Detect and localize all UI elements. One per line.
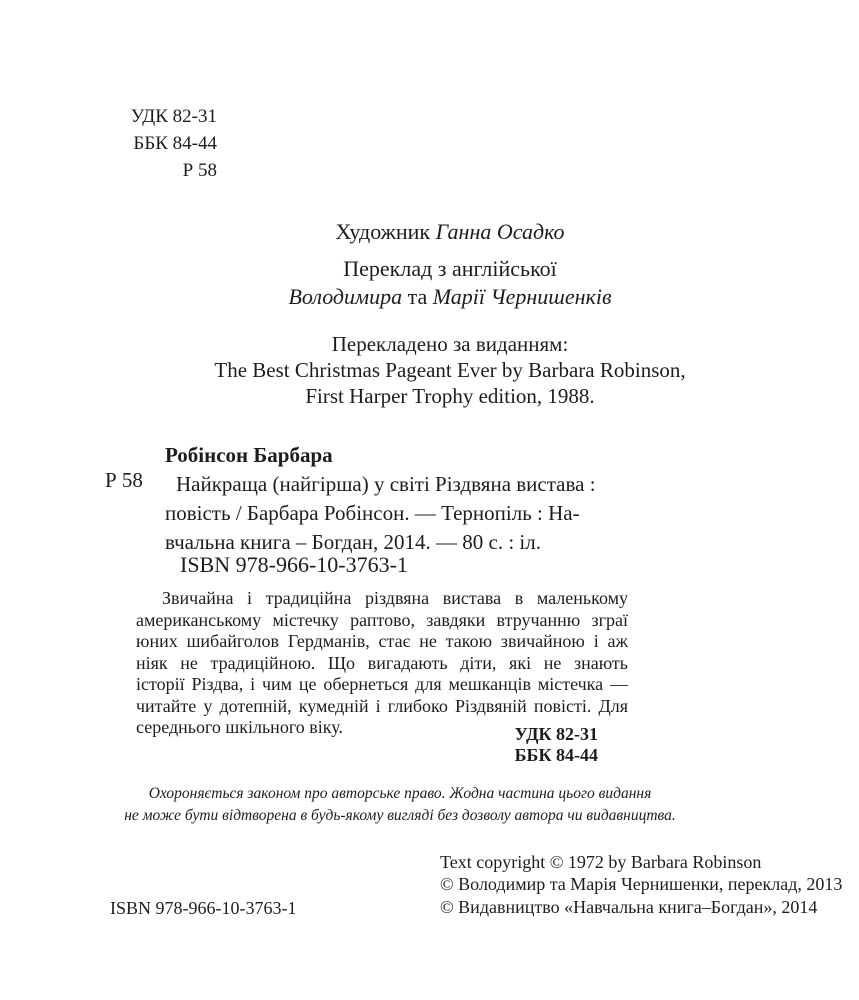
edition-intro-line: Перекладено за виданням: (331, 332, 569, 356)
classification-repeat-block (398, 724, 598, 765)
catalog-line: Найкраща (найгірша) у світі Різдвяна вистава : (176, 472, 596, 496)
annotation-line: історії Різдва, і чим це обернеться для мешканців містечка — (136, 674, 628, 694)
isbn-bottom: ISBN 978-966-10-3763-1 (110, 898, 297, 918)
legal-notice-line: не може бути відтворена в будь-якому вигляді без дозволу автора чи видавництва. (124, 807, 676, 824)
edition-info-line: First Harper Trophy edition, 1988. (305, 384, 595, 408)
spacer (150, 246, 750, 255)
copyright-line-publisher: © Видавництво «Навчальна книга–Богдан», 2014 (440, 896, 818, 917)
copyright-line-text: Text copyright © 1972 by Barbara Robinson (440, 852, 762, 872)
annotation-line: Звичайна і традиційна різдвяна вистава в маленькому (162, 588, 628, 608)
credits-block (150, 218, 750, 311)
translator-name-2: Марії Чернишенків (432, 284, 612, 309)
udc-code-repeat: УДК 82-31 (514, 724, 598, 744)
artist-credit-line (150, 218, 750, 246)
catalog-author-sign: Р 58 (105, 468, 143, 492)
annotation-line: ніяк не традиційною. Що вигадають діти, які не знають (136, 652, 628, 673)
translator-name-1: Володимира (288, 284, 403, 309)
edition-title-line: The Best Christmas Pageant Ever by Barbara Robinson, (214, 358, 686, 382)
author-sign: Р 58 (182, 160, 217, 181)
bbk-code-repeat: ББК 84-44 (514, 744, 598, 765)
legal-notice (90, 783, 710, 827)
annotation-line: американському містечку раптово, завдяки втручанню зграї (136, 609, 628, 630)
translators-line (150, 283, 750, 311)
conjunction: та (407, 284, 428, 309)
annotation-line: юних шибайголов Гердманів, стає не такою звичайною і аж (136, 631, 628, 651)
annotation-line: читайте у дотепній, кумедній і глибоко Різдвяній повісті. Для (136, 695, 628, 716)
artist-label: Художник (335, 219, 431, 244)
artist-name: Ганна Осадко (435, 219, 565, 244)
catalog-card (165, 441, 615, 557)
copyright-block (440, 851, 842, 918)
classification-block (100, 103, 217, 184)
annotation-line: середнього шкільного віку. (136, 717, 343, 737)
translation-label-line: Переклад з англійської (343, 256, 557, 281)
source-edition-block (130, 331, 770, 409)
isbn-catalog: ISBN 978-966-10-3763-1 (180, 552, 408, 577)
catalog-author: Робінсон Барбара (165, 443, 333, 467)
legal-notice-line: Охороняється законом про авторське право. Жодна частина цього видання (148, 785, 652, 802)
bbk-code: ББК 84-44 (133, 133, 217, 154)
copyright-line-translators: © Володимир та Марія Чернишенки, переклад, 2013 (440, 874, 843, 895)
catalog-line: вчальна книга – Богдан, 2014. — 80 с. : іл. (165, 530, 542, 554)
annotation-paragraph (136, 588, 628, 739)
catalog-line: повість / Барбара Робінсон. — Тернопіль : На- (165, 501, 580, 525)
udc-code: УДК 82-31 (130, 106, 217, 127)
